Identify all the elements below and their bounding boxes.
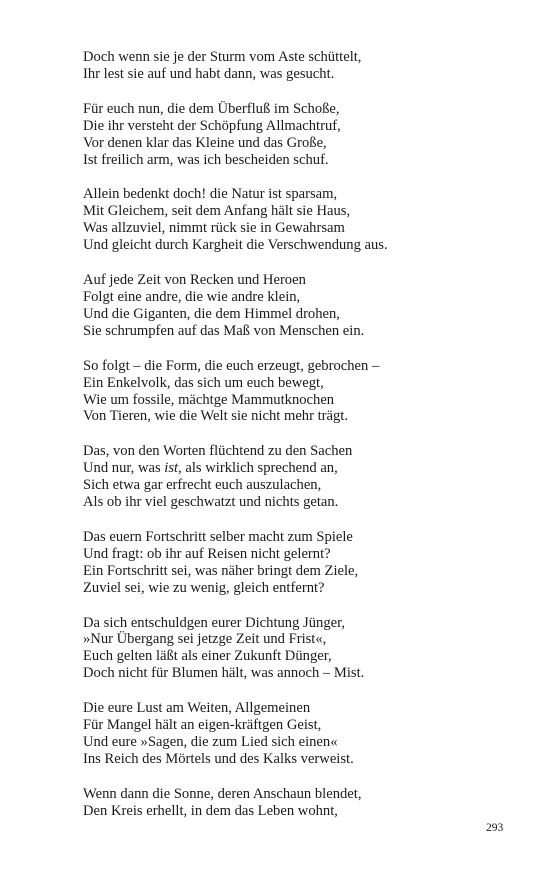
verse-line: Mit Gleichem, seit dem Anfang hält sie Haus, [83, 203, 351, 220]
verse-line: Euch gelten läßt als einer Zukunft Dünger, [83, 648, 332, 665]
stanza [83, 49, 523, 83]
verse-line: Und fragt: ob ihr auf Reisen nicht gelernt? [83, 545, 331, 562]
verse-line: Das euern Fortschritt selber macht zum Spiele [83, 528, 353, 545]
page-number: 293 [486, 822, 504, 834]
verse-line: Und gleicht durch Kargheit die Verschwendung aus. [83, 237, 388, 254]
verse-line: Für Mangel hält an eigen-kräftgen Geist, [83, 717, 322, 734]
verse-line: Die ihr versteht der Schöpfung Allmachtruf, [83, 117, 341, 134]
verse-line: Und die Giganten, die dem Himmel drohen, [83, 305, 340, 322]
verse-line: Ein Enkelvolk, das sich um euch bewegt, [83, 374, 324, 391]
verse-line: Allein bedenkt doch! die Natur ist sparsam, [83, 186, 338, 203]
verse-line: Als ob ihr viel geschwatzt und nichts getan. [83, 494, 339, 511]
verse-line: Zuviel sei, wie zu wenig, gleich entfernt? [83, 579, 325, 596]
verse-line: Vor denen klar das Kleine und das Große, [83, 134, 327, 151]
verse-line: Ins Reich des Mörtels und des Kalks verweist. [83, 750, 354, 767]
emphasized-word: ist, [164, 460, 182, 477]
verse-line: Von Tieren, wie die Welt sie nicht mehr trägt. [83, 408, 348, 425]
verse-line: »Nur Übergang sei jetzge Zeit und Frist«, [83, 631, 327, 648]
poem-body [83, 49, 523, 838]
verse-line: Doch nicht für Blumen hält, was annoch – Mist. [83, 665, 365, 682]
stanza [83, 272, 523, 340]
stanza [83, 101, 523, 169]
stanza [83, 529, 523, 597]
verse-line: Den Kreis erhellt, in dem das Leben wohnt, [83, 802, 338, 819]
verse-line: Wie um fossile, mächtge Mammutknochen [83, 391, 335, 408]
verse-line: So folgt – die Form, die euch erzeugt, gebrochen – [83, 357, 380, 374]
verse-line: Wenn dann die Sonne, deren Anschaun blendet, [83, 785, 362, 802]
verse-line: Das, von den Worten flüchtend zu den Sachen [83, 443, 353, 460]
verse-line: Folgt eine andre, die wie andre klein, [83, 288, 301, 305]
verse-line: Und nur, was ist, als wirklich sprechend an, [83, 460, 338, 477]
verse-line: Ihr lest sie auf und habt dann, was gesucht. [83, 65, 335, 82]
stanza [83, 615, 523, 683]
verse-line: Ist freilich arm, was ich bescheiden schuf. [83, 151, 329, 168]
verse-line: Auf jede Zeit von Recken und Heroen [83, 272, 306, 289]
stanza [83, 186, 523, 254]
verse-line: Und eure »Sagen, die zum Lied sich einen« [83, 734, 338, 750]
verse-line: Da sich entschuldgen eurer Dichtung Jünger, [83, 614, 346, 631]
verse-line: Sich etwa gar erfrecht euch auszulachen, [83, 477, 322, 494]
stanza [83, 443, 523, 511]
verse-line: Was allzuviel, nimmt rück sie in Gewahrsam [83, 220, 345, 237]
stanza [83, 786, 523, 820]
stanza [83, 358, 523, 426]
verse-line: Für euch nun, die dem Überfluß im Schoße, [83, 100, 340, 117]
verse-line: Ein Fortschritt sei, was näher bringt dem Ziele, [83, 562, 359, 579]
verse-line: Doch wenn sie je der Sturm vom Aste schüttelt, [83, 49, 362, 65]
stanza [83, 700, 523, 768]
verse-line: Sie schrumpfen auf das Maß von Menschen ein. [83, 322, 365, 339]
verse-line: Die eure Lust am Weiten, Allgemeinen [83, 700, 311, 717]
